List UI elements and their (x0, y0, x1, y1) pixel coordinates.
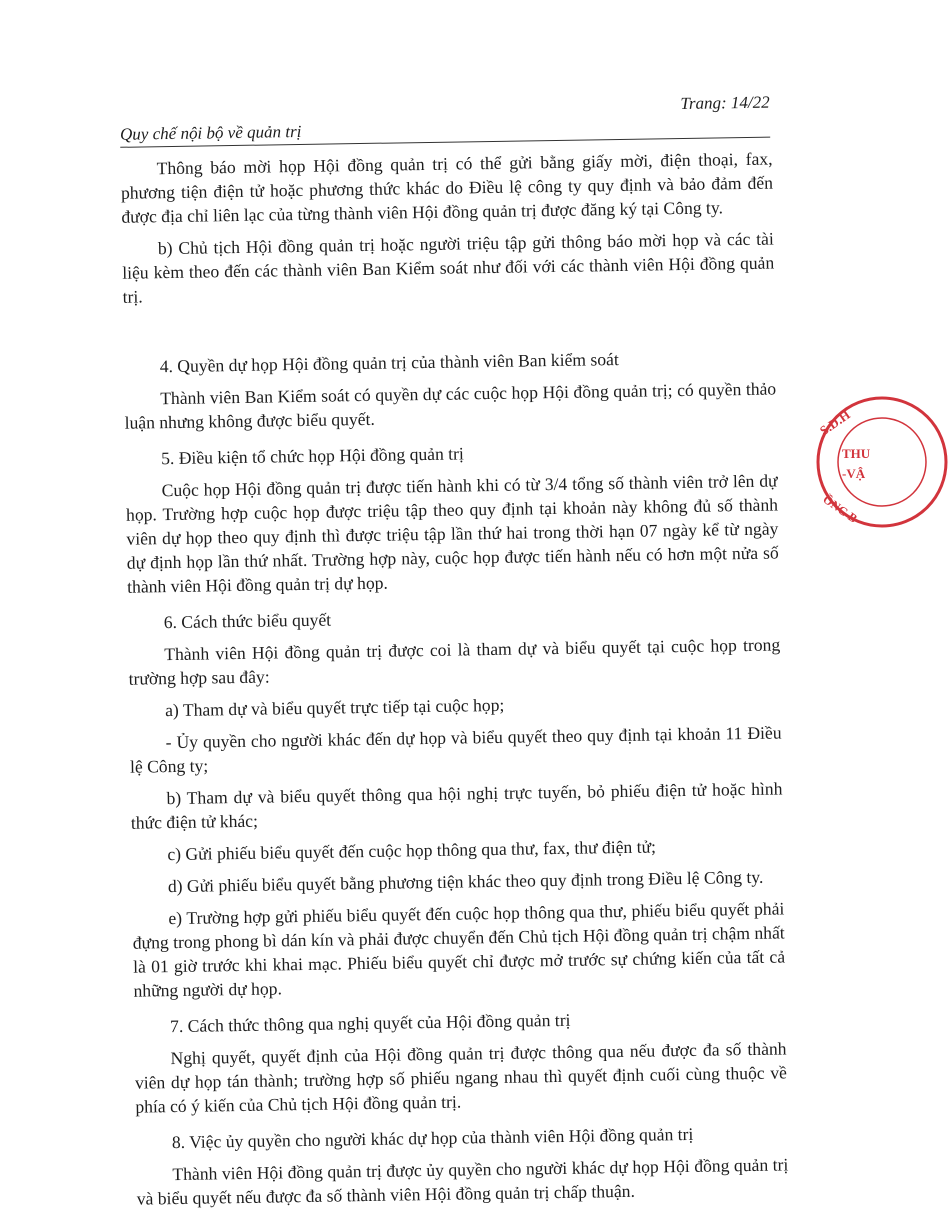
section-heading-5: 5. Điều kiện tổ chức họp Hội đồng quản trị (161, 443, 465, 469)
paragraph: Thông báo mời họp Hội đồng quản trị có thể gửi bằng giấy mời, điện thoại, fax, phương tiện điện tử hoặc phương thức khác do Điều lệ công ty quy định và bảo đảm đến được địa chỉ liên lạc của từng thành viên Hội đồng quản trị được đăng ký tại Công ty. (120, 148, 774, 227)
list-item: d) Gửi phiếu biểu quyết bằng phương tiện khác theo quy định trong Điều lệ Công ty. (167, 866, 764, 897)
paragraph: Thành viên Ban Kiểm soát có quyền dự các cuộc họp Hội đồng quản trị; có quyền thảo luận nhưng không được biểu quyết. (124, 378, 777, 433)
page-header (120, 93, 771, 151)
spacer (123, 307, 775, 343)
seal-center-mid: -VẬ (842, 466, 866, 481)
list-item: b) Tham dự và biểu quyết thông qua hội nghị trực tuyến, bỏ phiếu điện tử hoặc hình thức điện tử khác; (130, 778, 783, 833)
section-heading-7: 7. Cách thức thông qua nghị quyết của Hội đồng quản trị (169, 1009, 571, 1037)
seal-ring-text: S.D.H (816, 406, 853, 439)
section-heading-8: 8. Việc ủy quyền cho người khác dự họp của thành viên Hội đồng quản trị (171, 1123, 694, 1153)
section-heading-4: 4. Quyền dự họp Hội đồng quản trị của thành viên Ban kiểm soát (159, 348, 619, 377)
list-item: e) Trường hợp gửi phiếu biểu quyết đến cuộc họp thông qua thư, phiếu biểu quyết phải đựng trong phong bì dán kín và phải được chuyển đến Chủ tịch Hội đồng quản trị chậm nhất là 01 giờ trước khi khai mạc. Phiếu biểu quyết chỉ được mở trước sự chứng kiến của tất cả những người dự họp. (132, 898, 786, 1001)
section-heading-6: 6. Cách thức biểu quyết (163, 609, 332, 633)
paragraph: Thành viên Hội đồng quản trị được coi là tham dự và biểu quyết tại cuộc họp trong trường hợp sau đây: (128, 634, 781, 689)
paragraph: Thành viên Hội đồng quản trị được ủy quyền cho người khác dự họp Hội đồng quản trị và biểu quyết nếu được đa số thành viên Hội đồng quản trị chấp thuận. (136, 1154, 789, 1209)
paragraph: b) Chủ tịch Hội đồng quản trị hoặc người triệu tập gửi thông báo mời họp và các tài liệu kèm theo đến các thành viên Ban Kiểm soát như đối với các thành viên Hội đồng quản trị. (122, 228, 775, 307)
seal-ring-bottom: ỒNG B (820, 492, 860, 526)
list-item: - Ủy quyền cho người khác đến dự họp và biểu quyết theo quy định tại khoản 11 Điều lệ Công ty; (129, 722, 782, 777)
paragraph: Cuộc họp Hội đồng quản trị được tiến hành khi có từ 3/4 tổng số thành viên trở lên dự họp. Trường hợp cuộc họp được triệu tập theo quy định tại khoản này không đủ số thành viên dự họp theo quy định thì được triệu tập lần thứ hai trong thời hạn 07 ngày kể từ ngày dự định họp lần thứ nhất. Trường hợp này, cuộc họp được tiến hành nếu có hơn một nửa số thành viên Hội đồng quản trị dự họp. (125, 470, 779, 597)
page-number: Trang: 14/22 (680, 92, 770, 113)
company-seal (812, 392, 952, 532)
list-item: c) Gửi phiếu biểu quyết đến cuộc họp thông qua thư, fax, thư điện tử; (167, 836, 657, 865)
paragraph: Nghị quyết, quyết định của Hội đồng quản trị được thông qua nếu được đa số thành viên dự họp tán thành; trường hợp số phiếu ngang nhau thì quyết định cuối cùng thuộc về phía có ý kiến của Chủ tịch Hội đồng quản trị. (134, 1038, 788, 1117)
list-item: a) Tham dự và biểu quyết trực tiếp tại cuộc họp; (164, 694, 505, 721)
document-title: Quy chế nội bộ về quản trị (119, 121, 302, 144)
seal-center-top: THU (842, 446, 871, 461)
document-body (120, 147, 789, 1219)
